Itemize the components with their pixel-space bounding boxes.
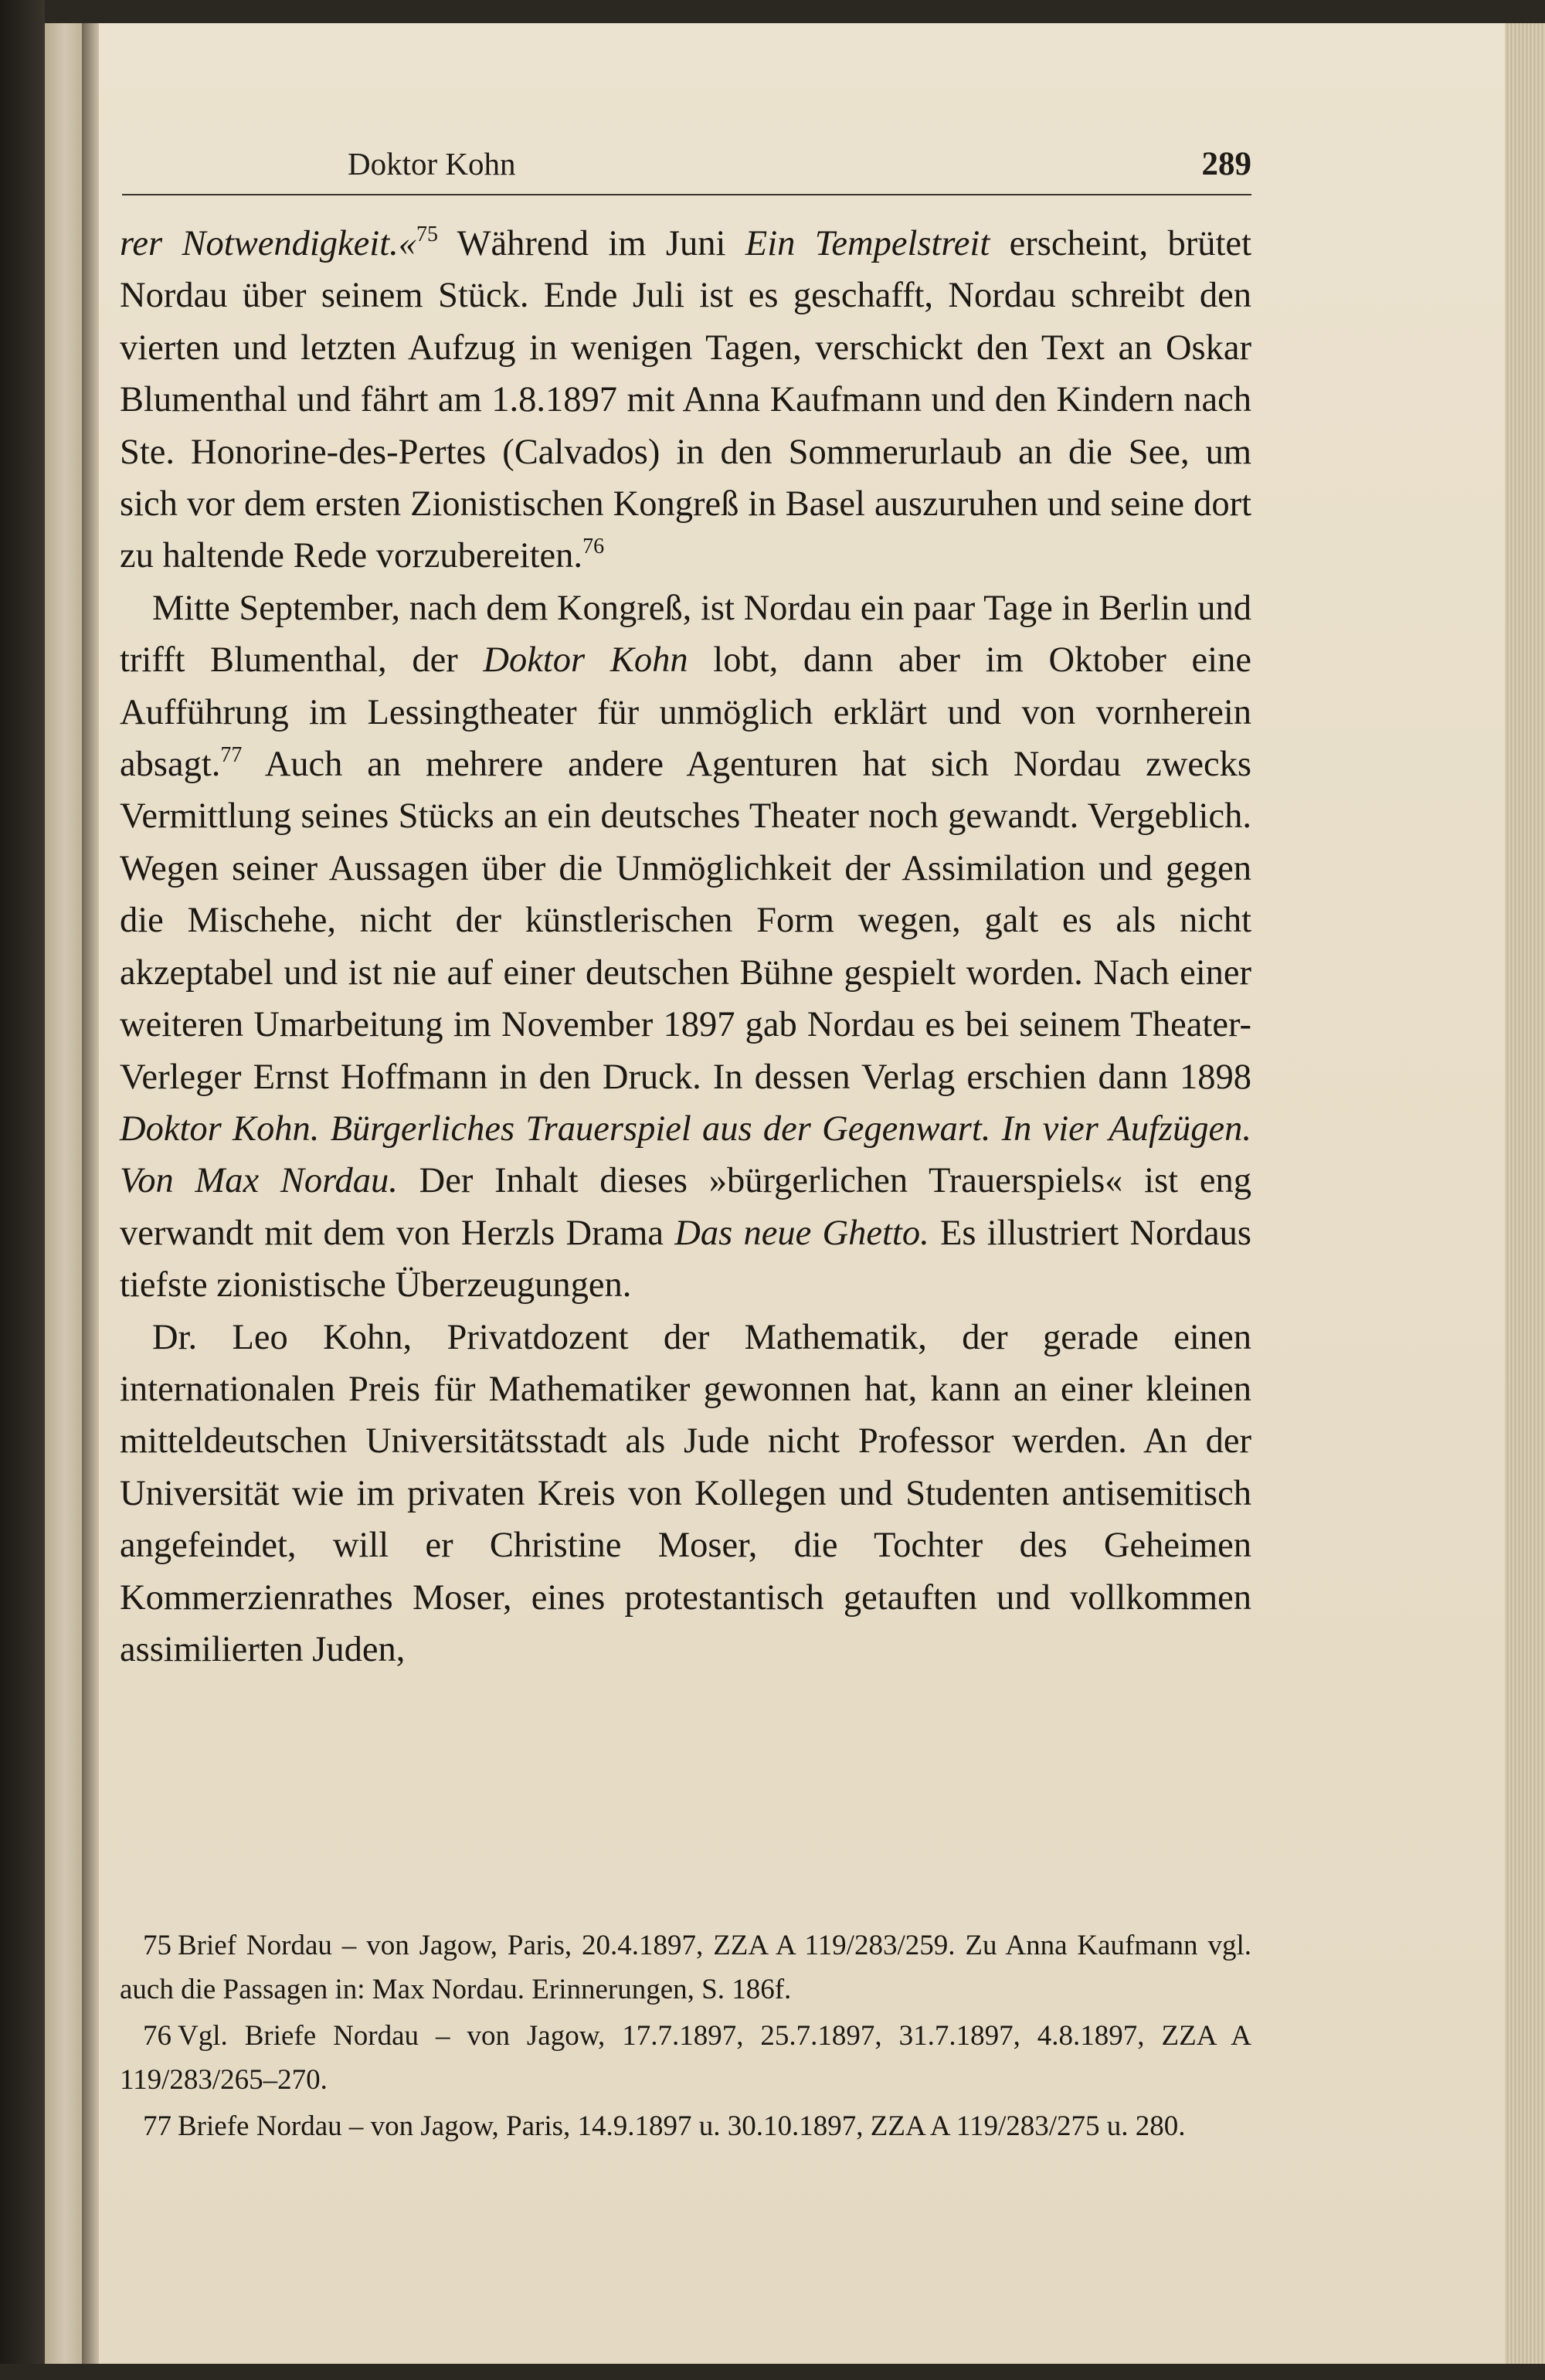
footnote-number: 75 (143, 1930, 171, 1961)
facing-page-edge (45, 23, 83, 2364)
paragraph-1 (120, 218, 1251, 582)
footnote-text: Briefe Nordau – von Jagow, Paris, 14.9.1897 u. 30.10.1897, ZZA A 119/283/275 u. 280. (178, 2110, 1186, 2142)
text-run: Auch an mehrere andere Agenturen hat sich Nordau zwecks Vermittlung seines Stücks an ein deutsches Theater noch gewandt. Vergeblich. Wegen seiner Aussagen über die Unmöglichkeit der Assimilation und gegen die Mischehe, nicht der künstlerischen Form wegen, galt es als nicht akzeptabel und ist nie auf einer deutschen Bühne gespielt worden. Nach einer weiteren Umarbeitung im November 1897 gab Nordau es bei seinem Theater-Verleger Ernst Hoffmann in den Druck. In dessen Verlag erschien dann 1898 (120, 745, 1251, 1097)
footnote-ref-76: 76 (582, 535, 605, 559)
scan-background-bottom (0, 2364, 1545, 2380)
footnotes (120, 1923, 1251, 2151)
page-stack-edge (1505, 23, 1545, 2364)
footnote-ref-77: 77 (220, 743, 243, 768)
book-gutter (82, 23, 99, 2364)
paragraph-2 (120, 582, 1251, 1312)
footnote-text: Vgl. Briefe Nordau – von Jagow, 17.7.1897, 25.7.1897, 31.7.1897, 4.8.1897, ZZA A 119/283/265–270. (120, 2020, 1251, 2096)
footnote-77 (120, 2104, 1251, 2148)
scan-background-left (0, 0, 45, 2380)
footnote-number: 76 (143, 2020, 171, 2052)
footnote-ref-75: 75 (416, 222, 439, 246)
text-run: Es illustriert Nordaus tiefste zionistische Überzeugungen. (120, 1213, 1252, 1305)
work-title: Doktor Kohn. Bürgerliches Trauerspiel aus der Gegenwart. In vier Aufzügen. Von Max Nordau. (120, 1109, 1251, 1201)
main-text (120, 218, 1251, 1676)
work-title: Das neue Ghetto. (674, 1213, 929, 1253)
text-run: Während im Juni (438, 224, 745, 263)
header-rule (122, 194, 1251, 195)
work-title: Ein Tempelstreit (745, 224, 990, 263)
text-run: erscheint, brütet Nordau über seinem Stück. Ende Juli ist es geschafft, Nordau schreibt den vierten und letzten Aufzug in wenigen Tagen, verschickt den Text an Oskar Blumenthal und fährt am 1.8.1897 mit Anna Kaufmann und den Kindern nach Ste. Honorine-des-Pertes (Calvados) in den Sommerurlaub an die See, um sich vor dem ersten Zionistischen Kongreß in Basel auszuruhen und seine dort zu haltende Rede vorzubereiten. (120, 224, 1251, 576)
scan-background-top (0, 0, 1545, 23)
running-head (255, 139, 1251, 185)
paragraph-3 (120, 1312, 1251, 1676)
footnote-75 (120, 1923, 1251, 2012)
footnote-76 (120, 2014, 1251, 2102)
text-run: Dr. Leo Kohn, Privatdozent der Mathematik, der gerade einen internationalen Preis für Mathematiker gewonnen hat, kann an einer kleinen mitteldeutschen Universitätsstadt als Jude nicht Professor werden. An der Universität wie im privaten Kreis von Kollegen und Studenten antisemitisch angefeindet, will er Christine Moser, die Tochter des Geheimen Kommerzienrathes Moser, eines protestantisch getauften und vollkommen assimilierten Juden, (120, 1317, 1251, 1669)
footnote-number: 77 (143, 2110, 171, 2142)
footnote-text: Brief Nordau – von Jagow, Paris, 20.4.1897, ZZA A 119/283/259. Zu Anna Kaufmann vgl. auch die Passagen in: Max Nordau. Erinnerungen, S. 186f. (120, 1930, 1251, 2005)
emphasis: rer Notwendigkeit.« (120, 224, 417, 263)
running-title: Doktor Kohn (348, 146, 516, 182)
text-run: Mitte September, nach dem Kongreß, ist Nordau ein paar Tage in Berlin und trifft Blumenthal, der (120, 588, 1251, 681)
page-number: 289 (1201, 146, 1251, 182)
text-run: Der Inhalt dieses »bürgerlichen Trauerspiels« ist eng verwandt mit dem von Herzls Drama (120, 1161, 1251, 1253)
text-run: lobt, dann aber im Oktober eine Aufführung im Lessingtheater für unmöglich erklärt und von vornherein absagt. (120, 640, 1251, 785)
work-title: Doktor Kohn (483, 640, 688, 681)
